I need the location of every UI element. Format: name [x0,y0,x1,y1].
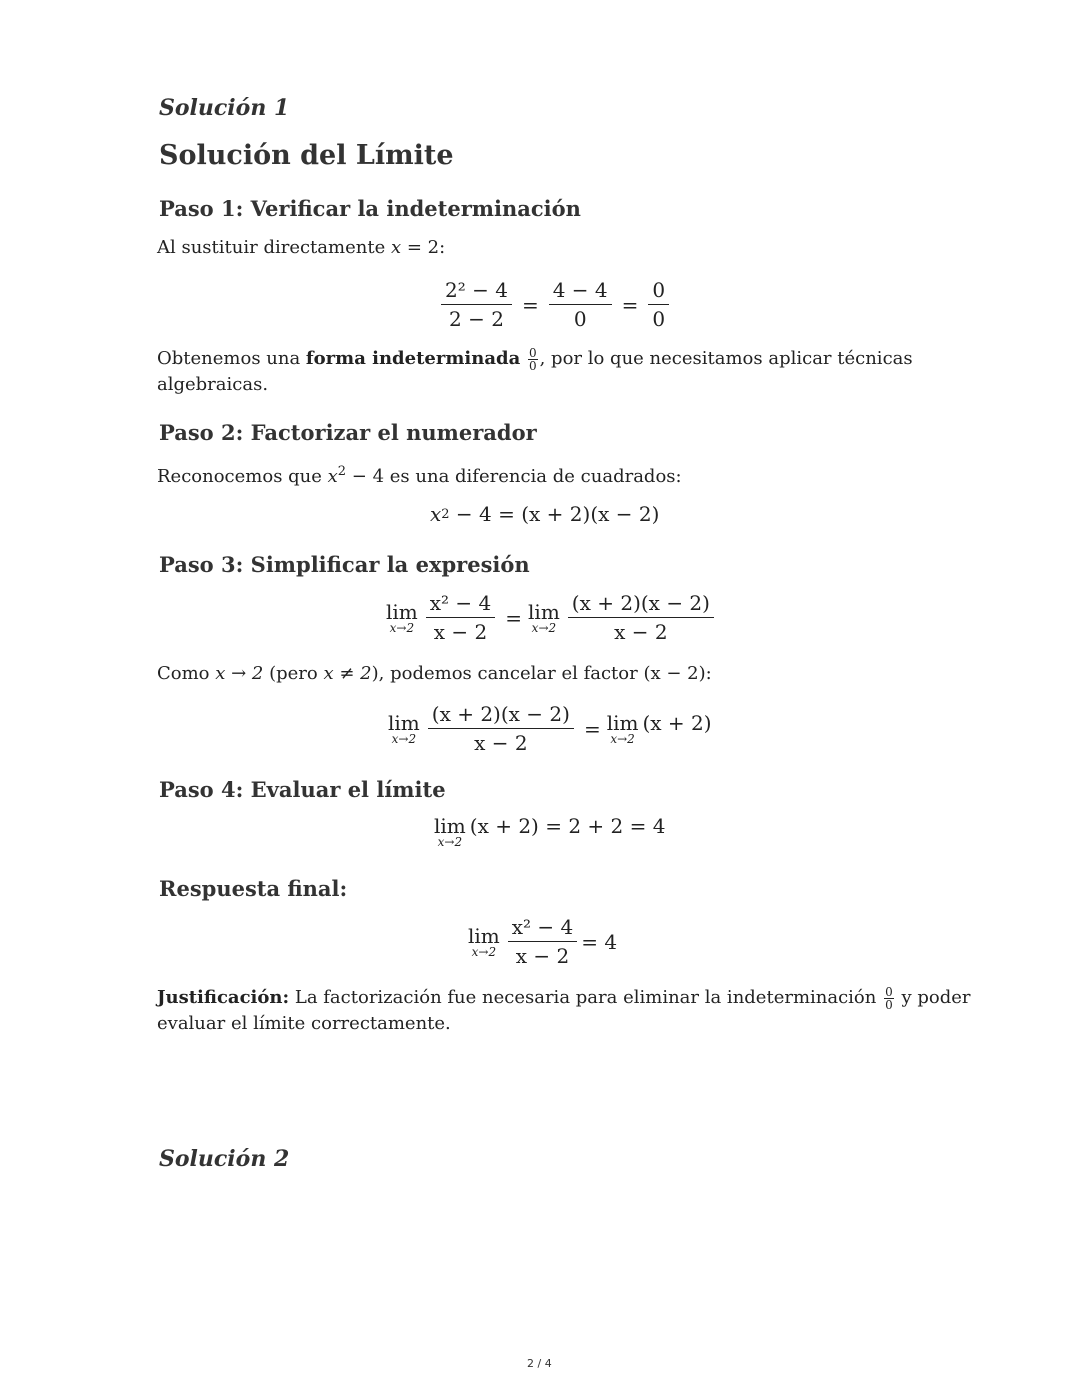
limit-operator-6 [468,923,500,959]
final-fraction [508,915,578,968]
fraction-factored-2-denominator: x − 2 [474,731,528,755]
lim-subscript-6: x→2 [471,944,497,959]
step-2-intro-a: Reconocemos que [157,466,328,487]
lim-subscript: x→2 [389,620,415,635]
step-3-equation-1: lim x→2 $\frac{\text{x² − 4}}{x - 2}$ = lim x→2 $\frac{(x + 2)(x - 2)}{x - 2}$ [386,591,718,644]
step-1-intro [157,235,445,261]
page-title: Solución del Límite [159,140,454,171]
step-3-rhs: (x + 2) [642,710,712,735]
lim-word-3: lim [388,710,420,735]
step-1-intro-text: Al sustituir directamente [157,237,391,258]
justification-line-1 [157,985,971,1011]
fraction-2-numerator: 4 − 4 [549,278,612,305]
fraction-factored-2-numerator: (x + 2)(x − 2) [428,702,574,729]
step-1-note-line-2: algebraicas. [157,374,269,395]
step-1-note-a: Obtenemos una [157,348,306,369]
fraction-3-denominator: 0 [652,307,666,331]
lim-word-2: lim [528,599,560,624]
step-2-equation-rhs: (x + 2)(x − 2) [521,502,660,526]
step-3-equation-2: lim x→2 $\frac{(x + 2)(x - 2)}{x - 2}$ = lim x→2 (x + 2) [388,702,712,755]
step-2-intro-b: − 4 es una diferencia de cuadrados: [346,466,682,487]
step-3-text-c: (pero [263,663,324,684]
final-equation [468,915,617,968]
justification-fraction-den: 0 [885,997,893,1012]
fraction-original-numerator: x² − 4 [426,591,496,618]
lim-word-4: lim [606,710,639,735]
step-3-text-f: (x − 2) [643,663,706,684]
fraction-2 [549,278,612,331]
lim-word: lim [386,599,418,624]
limit-operator-5 [434,816,466,848]
step-3-text-e: ), podemos cancelar el factor [371,663,644,684]
final-result: = 4 [581,929,618,954]
lim-subscript-5: x→2 [437,835,463,849]
step-1-note-b: , por lo que necesitamos aplicar técnicas [539,348,913,369]
step-1-intro-var: x [390,237,402,258]
step-2-heading: Paso 2: Factorizar el numerador [159,420,537,445]
justification-fraction-num: 0 [885,984,893,999]
final-answer-heading: Respuesta final: [159,876,348,901]
fraction-factored [568,591,714,644]
lim-subscript-2: x→2 [531,620,557,635]
fraction-1 [441,278,512,331]
step-1-intro-eq: = 2: [401,237,446,258]
lim-subscript-3: x→2 [391,731,417,746]
limit-operator-4 [606,710,639,746]
lim-word-6: lim [468,923,500,948]
final-fraction-denominator: x − 2 [515,944,570,968]
justification-fraction [884,986,894,1011]
step-3-text-b: x → 2 [215,663,264,684]
step-2-equation: x 2 − 4 = (x + 2)(x − 2) [430,502,660,526]
step-3-text [157,661,712,687]
lim-word-5: lim [434,814,466,838]
step-3-text-d: x ≠ 2 [323,663,372,684]
justification-text-a: La factorización fue necesaria para eliminar la indeterminación [289,987,883,1008]
fraction-factored-denominator: x − 2 [614,620,668,644]
fraction-1-denominator: 2 − 2 [449,307,504,331]
lim-subscript-4: x→2 [610,731,635,746]
fraction-original-denominator: x − 2 [433,620,488,644]
step-2-intro: Reconocemos que $x^2 - 4$ es una diferencia de cuadrados: [157,464,682,487]
step-1-note-bold: forma indeterminada [305,348,521,369]
step-4-heading: Paso 4: Evaluar el límite [159,777,446,802]
step-3-text-a: Como [157,663,216,684]
step-1-note-line-1 [157,346,913,372]
step-3-heading: Paso 3: Simplificar la expresión [159,552,530,577]
justification-line-2: evaluar el límite correctamente. [157,1013,451,1034]
solution-2-heading: Solución 2 [159,1146,290,1172]
limit-operator-3 [388,710,420,746]
fraction-3 [648,278,669,331]
fraction-3-numerator: 0 [648,278,669,305]
limit-operator [386,599,418,635]
fraction-original [426,591,496,644]
fraction-1-numerator: 2² − 4 [441,278,512,305]
limit-operator-2 [528,599,560,635]
fraction-factored-2 [428,702,574,755]
fraction-2-denominator: 0 [573,307,587,331]
fraction-factored-numerator: (x + 2)(x − 2) [568,591,714,618]
page-number: 2 / 4 [527,1357,552,1370]
justification-text-b: y poder [895,987,971,1008]
step-1-heading: Paso 1: Verificar la indeterminación [159,196,581,221]
justification-label: Justificación: [157,987,290,1008]
step-3-text-g: : [705,663,712,684]
step-4-expression: (x + 2) = 2 + 2 = 4 [469,814,666,838]
step-4-equation [434,816,665,848]
indeterminate-num: 0 [528,345,537,360]
solution-1-heading: Solución 1 [159,95,290,121]
step-1-equation: $\frac{\text{2² − 4}}{2 - 2}$ = $\frac{4 - 4}{0}$ = $\frac{0}{0}$ [437,278,673,331]
indeterminate-fraction [528,347,538,372]
indeterminate-den: 0 [528,358,537,373]
final-fraction-numerator: x² − 4 [508,915,578,942]
